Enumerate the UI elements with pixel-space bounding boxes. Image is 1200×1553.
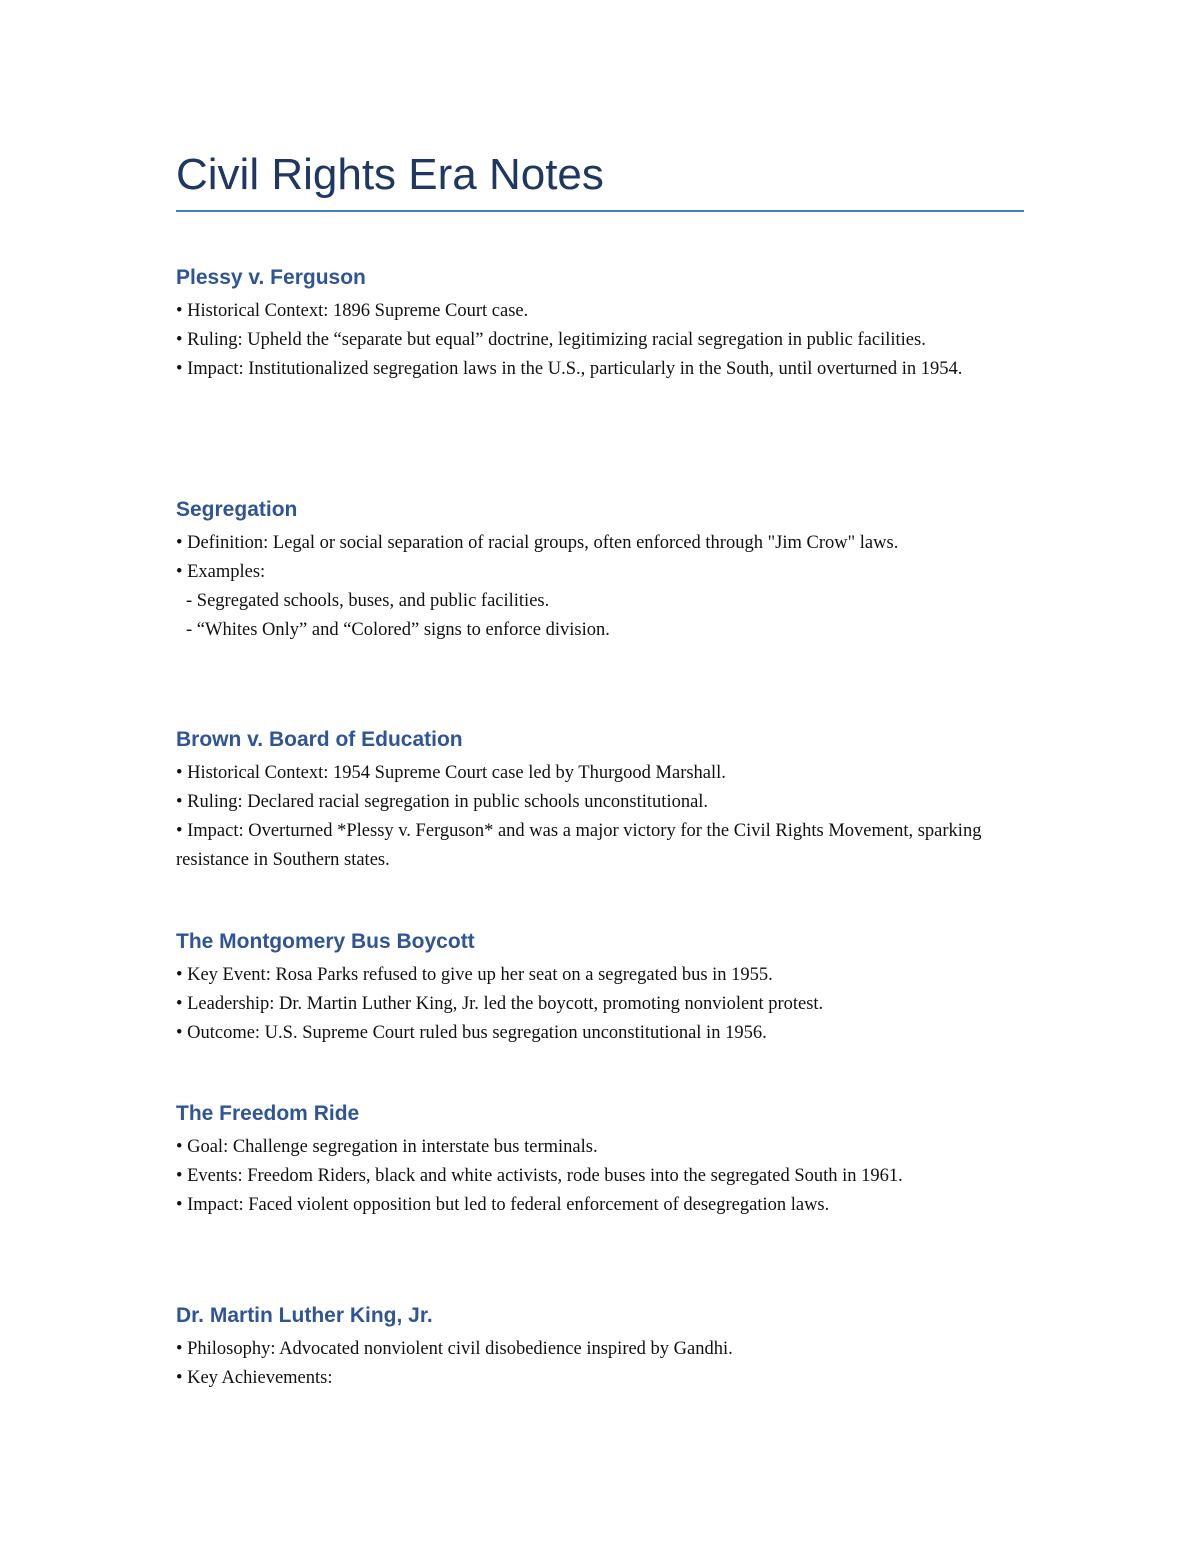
section-heading: Brown v. Board of Education (176, 728, 463, 751)
section-heading: Plessy v. Ferguson (176, 266, 366, 289)
sub-bullet-line: - “Whites Only” and “Colored” signs to enforce division. (186, 620, 610, 640)
section-plessy-v-ferguson (176, 263, 1024, 384)
bullet-line: • Impact: Institutionalized segregation laws in the U.S., particularly in the South, until overturned in 1954. (176, 359, 963, 379)
section-heading: The Freedom Ride (176, 1102, 360, 1125)
bullet-line: • Ruling: Declared racial segregation in public schools unconstitutional. (176, 792, 709, 812)
section-segregation (176, 495, 1024, 645)
bullet-line: • Events: Freedom Riders, black and white activists, rode buses into the segregated South in 1961. (176, 1166, 903, 1186)
bullet-line: • Key Event: Rosa Parks refused to give up her seat on a segregated bus in 1955. (176, 965, 773, 985)
bullet-line: • Philosophy: Advocated nonviolent civil disobedience inspired by Gandhi. (176, 1339, 733, 1359)
section-body (176, 1335, 1024, 1393)
title-divider (176, 210, 1024, 212)
section-body (176, 297, 1024, 384)
bullet-line: • Goal: Challenge segregation in interstate bus terminals. (176, 1137, 598, 1157)
section-body (176, 1133, 1024, 1220)
section-mlk (176, 1301, 1024, 1393)
section-brown-v-board (176, 725, 1024, 875)
section-body (176, 759, 1024, 875)
bullet-line: • Ruling: Upheld the “separate but equal” doctrine, legitimizing racial segregation in public facilities. (176, 330, 926, 350)
section-body (176, 529, 1024, 645)
section-heading: Segregation (176, 498, 298, 521)
sub-bullet-line: - Segregated schools, buses, and public facilities. (186, 591, 550, 611)
bullet-line: • Examples: (176, 562, 266, 582)
section-body (176, 961, 1024, 1048)
bullet-line: • Historical Context: 1896 Supreme Court case. (176, 301, 529, 321)
bullet-line: • Key Achievements: (176, 1368, 333, 1388)
document-title: Civil Rights Era Notes (176, 150, 604, 199)
bullet-line: • Leadership: Dr. Martin Luther King, Jr. led the boycott, promoting nonviolent protest. (176, 994, 824, 1014)
section-heading: Dr. Martin Luther King, Jr. (176, 1304, 433, 1327)
section-montgomery-bus-boycott (176, 927, 1024, 1048)
section-freedom-ride (176, 1099, 1024, 1220)
bullet-line: • Impact: Faced violent opposition but led to federal enforcement of desegregation laws. (176, 1195, 830, 1215)
bullet-line: • Outcome: U.S. Supreme Court ruled bus segregation unconstitutional in 1956. (176, 1023, 767, 1043)
bullet-line: • Impact: Overturned *Plessy v. Ferguson* and was a major victory for the Civil Rights Movement, sparking resistance in Southern states. (176, 821, 982, 870)
section-heading: The Montgomery Bus Boycott (176, 930, 475, 953)
bullet-line: • Historical Context: 1954 Supreme Court case led by Thurgood Marshall. (176, 763, 726, 783)
bullet-line: • Definition: Legal or social separation of racial groups, often enforced through "Jim Crow" laws. (176, 533, 899, 553)
